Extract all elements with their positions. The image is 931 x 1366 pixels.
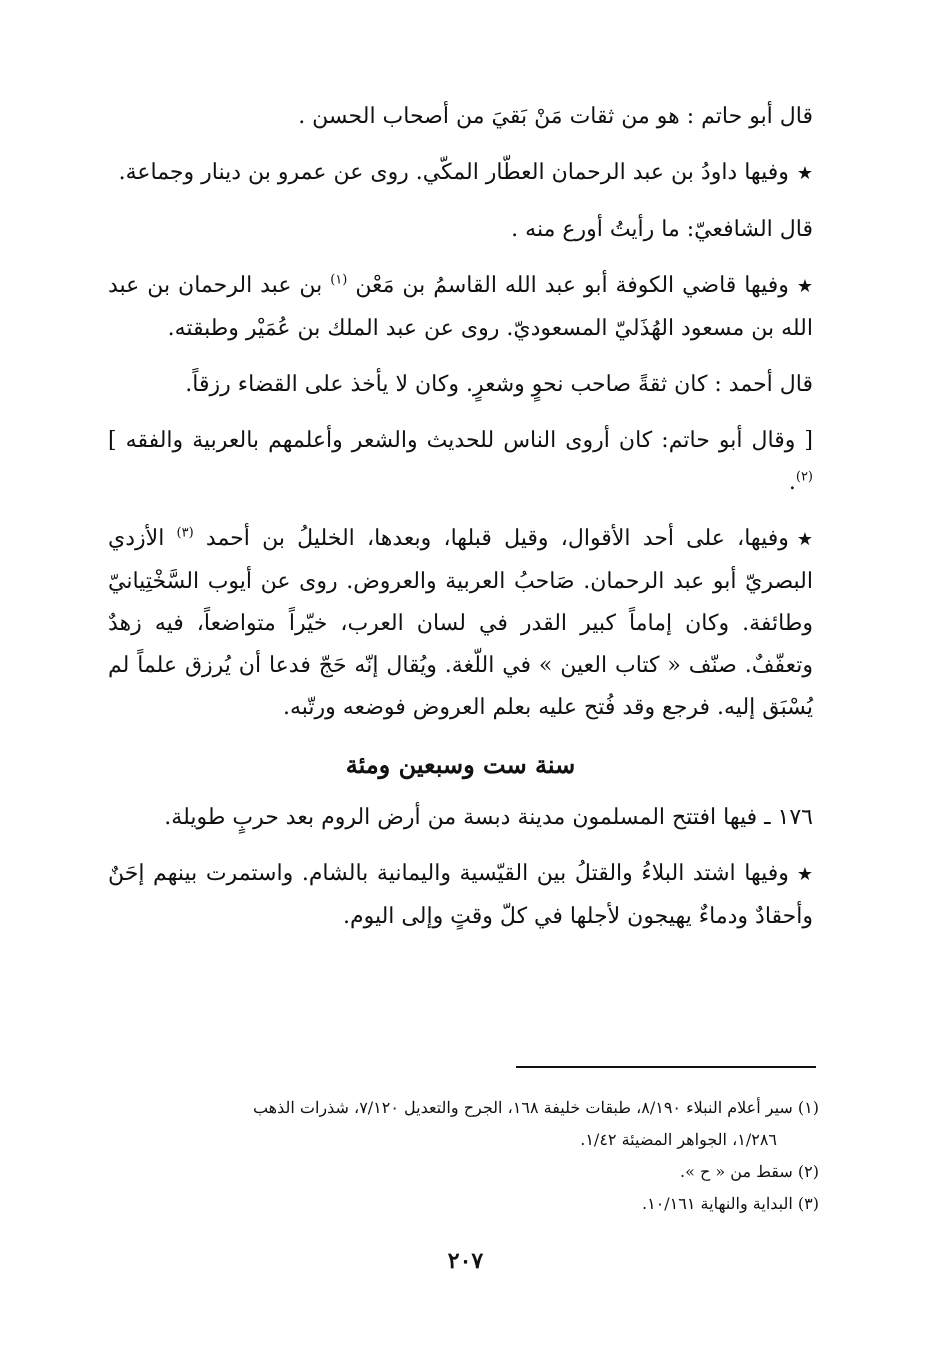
- paragraph-text: الأزدي البصريّ أبو عبد الرحمان. صَاحبُ العربية والعروض. روى عن أيوب السَّخْتِيانيّ وطائفة. وكان إماماً كبير القدر في لسان العرب، خيّراً متواضعاً، فيه زهدٌ وتعفّفٌ. صنّف « كتاب العين » في اللّغة. ويُقال إنّه حَجّ فدعا أن يُرزق علماً لم يُسْبَق إليه. فرجع وقد فُتح عليه بعلم العروض فوضعه ورتّبه.: [108, 526, 813, 720]
- paragraph-2: [108, 152, 813, 195]
- paragraph-text: وفيها، على أحد الأقوال، وقيل قبلها، وبعدها، الخليلُ بن أحمد: [205, 526, 789, 551]
- footnote-1: [108, 1092, 819, 1124]
- paragraph-text: وفيها قاضي الكوفة أبو عبد الله القاسمُ بن مَعْن: [355, 273, 789, 298]
- paragraph-text: قال أحمد : كان ثقةً صاحب نحوٍ وشعرٍ. وكان لا يأخذ على القضاء رزقاً.: [185, 372, 813, 397]
- footnote-text: البداية والنهاية ١٠/١٦١.: [642, 1194, 793, 1213]
- main-text: [108, 96, 813, 952]
- paragraph-8: [108, 797, 813, 839]
- paragraph-5: [108, 364, 813, 406]
- footnote-number: (٣): [797, 1194, 819, 1213]
- paragraph-7: [108, 518, 813, 729]
- paragraph-4: [108, 265, 813, 350]
- star-icon: ★: [796, 864, 813, 885]
- paragraph-text: وفيها اشتد البلاءُ والقتلُ بين القيّسية واليمانية بالشام. واستمرت بينهم إحَنٌ وأحقادٌ ودماءٌ يهيجون لأجلها في كلّ وقتٍ وإلى اليوم.: [108, 861, 813, 929]
- footnote-marker: (٢): [795, 469, 813, 485]
- paragraph-text: قال الشافعيّ: ما رأيتُ أورع منه .: [511, 217, 813, 242]
- footnote-marker: (٣): [176, 525, 194, 541]
- paragraph-1: [108, 96, 813, 138]
- footnote-number: (١): [797, 1098, 819, 1117]
- paragraph-3: [108, 209, 813, 251]
- page-number: ٢٠٧: [447, 1248, 484, 1274]
- footnote-2: [108, 1156, 819, 1188]
- footnote-text: سير أعلام النبلاء ٨/١٩٠، طبقات خليفة ١٦٨، الجرح والتعديل ٧/١٢٠، شذرات الذهب: [252, 1098, 793, 1117]
- paragraph-9: [108, 853, 813, 938]
- paragraph-text: .: [788, 470, 796, 495]
- footnote-separator: [516, 1066, 816, 1068]
- star-icon: ★: [796, 163, 813, 184]
- footnote-3: [108, 1188, 819, 1220]
- paragraph-6: [108, 420, 813, 504]
- section-heading: سنة ست وسبعين ومئة: [345, 750, 576, 779]
- footnote-text: ١/٢٨٦، الجواهر المضيئة ١/٤٢.: [580, 1130, 777, 1149]
- footnote-marker: (١): [330, 272, 348, 288]
- footnote-number: (٢): [797, 1162, 819, 1181]
- footnote-1-continuation: [108, 1124, 819, 1156]
- paragraph-text: وفيها داودُ بن عبد الرحمان العطّار المكّي. روى عن عمرو بن دينار وجماعة.: [118, 160, 789, 185]
- footnote-text: سقط من « ح ».: [680, 1162, 793, 1181]
- paragraph-text: قال أبو حاتم : هو من ثقات مَنْ بَقيَ من أصحاب الحسن .: [298, 104, 813, 129]
- footnotes: [108, 1092, 819, 1220]
- paragraph-text: بن عبد الرحمان بن عبد الله بن مسعود الهُذَليّ المسعوديّ. روى عن عبد الملك بن عُمَيْر وطبقته.: [108, 273, 813, 341]
- star-icon: ★: [796, 276, 814, 297]
- paragraph-text: ١٧٦ ـ فيها افتتح المسلمون مدينة دبسة من أرض الروم بعد حربٍ طويلة.: [164, 805, 813, 830]
- star-icon: ★: [796, 529, 813, 550]
- paragraph-text: [ وقال أبو حاتم: كان أروى الناس للحديث والشعر وأعلمهم بالعربية والفقه ]: [108, 428, 813, 453]
